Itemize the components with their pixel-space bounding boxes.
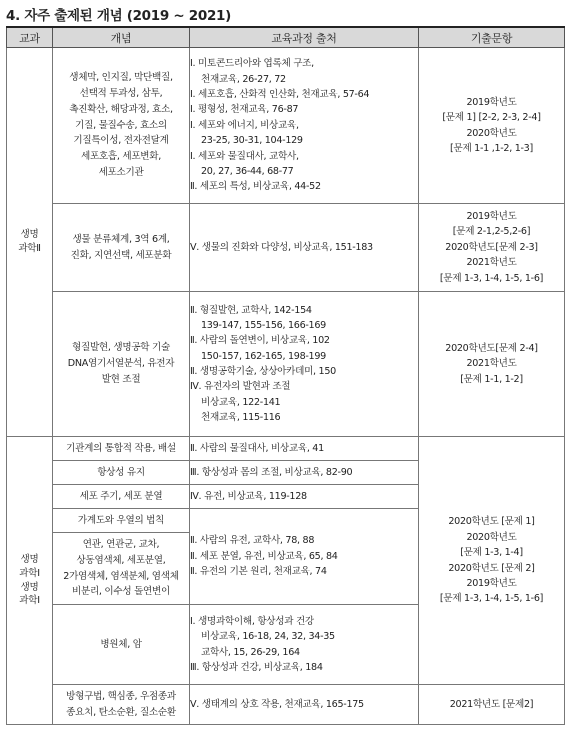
curriculum-text: 천재교육, 115-116 xyxy=(201,412,281,424)
exam-text: 2019학년도 xyxy=(466,211,517,223)
exam-cell xyxy=(419,48,565,204)
concept-cell xyxy=(53,485,190,509)
concept-text: 비분리, 이수성 돌연변이 xyxy=(72,586,170,598)
curriculum-text: 139-147, 155-156, 166-169 xyxy=(201,319,326,331)
subject-label: 과학Ⅰ xyxy=(19,595,40,607)
curriculum-text: Ⅲ. 항상성과 몸의 조절, 비상교육, 82-90 xyxy=(190,466,353,478)
concept-text: 병원체, 암 xyxy=(100,638,142,650)
concept-cell xyxy=(53,605,190,685)
curriculum-text: Ⅰ. 생명과학이해, 항상성과 건강 xyxy=(190,615,314,627)
curriculum-text: 천재교육, 26-27, 72 xyxy=(201,73,286,85)
concept-cell xyxy=(53,509,190,533)
subject-label: 과학Ⅰ xyxy=(19,567,40,579)
curriculum-cell xyxy=(190,605,419,685)
exam-cell xyxy=(419,204,565,292)
curriculum-text: 20, 27, 36-44, 68-77 xyxy=(201,165,294,177)
exam-text: [문제 1-3, 1-4, 1-5, 1-6] xyxy=(439,593,544,605)
exam-text: 2020학년도 xyxy=(466,127,517,139)
exam-text: [문제 2-1,2-5,2-6] xyxy=(452,226,531,238)
header-exam: 기출문항 xyxy=(419,27,565,48)
table-row xyxy=(7,48,565,204)
concept-cell xyxy=(53,685,190,725)
header-curriculum: 교육과정 출처 xyxy=(190,27,419,48)
concept-text: 기관계의 통합적 작용, 배설 xyxy=(66,442,176,454)
curriculum-cell xyxy=(190,461,419,485)
curriculum-cell xyxy=(190,485,419,509)
curriculum-cell xyxy=(190,48,419,204)
curriculum-text: Ⅱ. 사람의 돌연변이, 비상교육, 102 xyxy=(190,335,330,347)
curriculum-text: Ⅴ. 생물의 진화와 다양성, 비상교육, 151-183 xyxy=(190,241,373,253)
concept-text: 생물 분류체계, 3역 6계, xyxy=(72,233,170,245)
concept-text: 세포소기관 xyxy=(98,167,144,179)
curriculum-text: Ⅱ. 유전의 기본 원리, 천재교육, 74 xyxy=(190,566,327,578)
curriculum-text: 비상교육, 122-141 xyxy=(201,396,281,408)
subject-label: 생명 xyxy=(20,581,39,593)
curriculum-cell xyxy=(190,509,419,605)
curriculum-text: Ⅰ. 세포호흡, 산화적 인산화, 천재교육, 57-64 xyxy=(190,89,370,101)
curriculum-text: Ⅰ. 미토콘드리아와 엽록체 구조, xyxy=(190,58,314,70)
exam-text: 2020학년도[문제 2-4] xyxy=(445,342,538,354)
exam-cell xyxy=(419,685,565,725)
concept-text: 발현 조절 xyxy=(101,373,141,385)
curriculum-text: Ⅰ. 평형성, 천재교육, 76-87 xyxy=(190,104,299,116)
subject-label: 생명 xyxy=(20,229,39,241)
concept-text: 종요치, 탄소순환, 질소순환 xyxy=(66,706,176,718)
curriculum-text: Ⅳ. 유전, 비상교육, 119-128 xyxy=(190,490,307,502)
concept-text: 항상성 유지 xyxy=(97,466,145,478)
curriculum-text: Ⅱ. 사람의 유전, 교학사, 78, 88 xyxy=(190,535,315,547)
section-title: 4. 자주 출제된 개념 (2019 ~ 2021) xyxy=(6,8,232,24)
curriculum-text: Ⅲ. 항상성과 건강, 비상교육, 184 xyxy=(190,661,323,673)
exam-text: 2020학년도 xyxy=(466,531,517,543)
concept-text: 2가염색체, 염색분체, 염색체 xyxy=(63,570,179,582)
concept-text: 기질, 물질수송, 효소의 xyxy=(75,119,167,131)
table-row xyxy=(7,204,565,292)
concept-text: 가계도와 우열의 법칙 xyxy=(77,514,165,526)
subject-cell-bio2 xyxy=(7,48,53,437)
exam-text: 2020학년도 [문제 2] xyxy=(448,562,535,574)
header-concept: 개념 xyxy=(53,27,190,48)
curriculum-text: Ⅱ. 세포 분열, 유전, 비상교육, 65, 84 xyxy=(190,550,338,562)
frequent-concepts-table xyxy=(6,26,565,725)
exam-text: 2021학년도 [문제2] xyxy=(449,698,534,710)
curriculum-text: Ⅱ. 사람의 물질대사, 비상교육, 41 xyxy=(190,442,324,454)
exam-text: 2021학년도 xyxy=(466,257,517,269)
curriculum-text: 교학사, 15, 26-29, 164 xyxy=(201,646,300,658)
curriculum-cell xyxy=(190,292,419,437)
concept-text: 선택적 투과성, 삼투, xyxy=(79,87,163,99)
curriculum-text: 23-25, 30-31, 104-129 xyxy=(201,135,303,147)
exam-text: 2019학년도 xyxy=(466,96,517,108)
concept-text: 촉진확산, 해당과정, 효소, xyxy=(69,103,173,115)
concept-text: 세포 주기, 세포 분열 xyxy=(79,490,163,502)
curriculum-text: Ⅰ. 세포와 에너지, 비상교육, xyxy=(190,119,299,131)
curriculum-text: Ⅴ. 생태계의 상호 작용, 천재교육, 165-175 xyxy=(190,698,364,710)
curriculum-text: Ⅱ. 형질발현, 교학사, 142-154 xyxy=(190,304,312,316)
concept-cell xyxy=(53,48,190,204)
concept-text: 기질특이성, 전자전달계 xyxy=(73,135,169,147)
curriculum-cell xyxy=(190,437,419,461)
subject-label: 과학Ⅱ xyxy=(18,243,41,254)
exam-text: [문제 1-3, 1-4] xyxy=(460,547,523,559)
curriculum-text: 150-157, 162-165, 198-199 xyxy=(201,350,326,362)
header-row xyxy=(7,27,565,48)
curriculum-cell xyxy=(190,685,419,725)
concept-cell xyxy=(53,461,190,485)
table-row xyxy=(7,437,565,461)
curriculum-cell xyxy=(190,204,419,292)
concept-text: 세포호흡, 세포변화, xyxy=(81,151,161,163)
table-row xyxy=(7,685,565,725)
concept-text: DNA염기서열분석, 유전자 xyxy=(67,358,175,370)
curriculum-text: Ⅱ. 세포의 특성, 비상교육, 44-52 xyxy=(190,181,321,193)
exam-text: 2020학년도[문제 2-3] xyxy=(445,241,538,253)
exam-text: 2019학년도 xyxy=(466,577,517,589)
concept-cell xyxy=(53,292,190,437)
curriculum-text: 비상교육, 16-18, 24, 32, 34-35 xyxy=(201,631,335,643)
exam-text: [문제 1-1 ,1-2, 1-3] xyxy=(450,142,533,154)
curriculum-text: Ⅰ. 세포와 물질대사, 교학사, xyxy=(190,150,299,162)
concept-text: 진화, 지연선택, 세포분화 xyxy=(70,249,172,261)
exam-cell xyxy=(419,437,565,685)
subject-label: 생명 xyxy=(20,553,39,565)
curriculum-text: Ⅱ. 생명공학기술, 상상아카데미, 150 xyxy=(190,366,336,377)
table-row xyxy=(7,292,565,437)
exam-cell xyxy=(419,292,565,437)
concept-text: 방형구법, 핵심종, 우점종과 xyxy=(66,690,176,702)
subject-cell-bio1 xyxy=(7,437,53,725)
concept-cell xyxy=(53,533,190,605)
header-subject: 교과 xyxy=(7,27,53,48)
concept-text: 연관, 연관군, 교차, xyxy=(82,538,160,550)
concept-text: 형질발현, 생명공학 기술 xyxy=(72,342,170,354)
exam-text: [문제 1-1, 1-2] xyxy=(460,373,523,385)
curriculum-text: Ⅳ. 유전자의 발현과 조절 xyxy=(190,381,291,393)
exam-text: [문제 1-3, 1-4, 1-5, 1-6] xyxy=(439,272,544,284)
concept-text: 상동염색체, 세포분열, xyxy=(76,554,166,566)
exam-text: 2020학년도 [문제 1] xyxy=(448,516,535,528)
concept-text: 생체막, 인지질, 막단백질, xyxy=(69,72,173,84)
concept-cell xyxy=(53,437,190,461)
concept-cell xyxy=(53,204,190,292)
exam-text: [문제 1] [2-2, 2-3, 2-4] xyxy=(442,112,541,124)
exam-text: 2021학년도 xyxy=(466,358,517,370)
